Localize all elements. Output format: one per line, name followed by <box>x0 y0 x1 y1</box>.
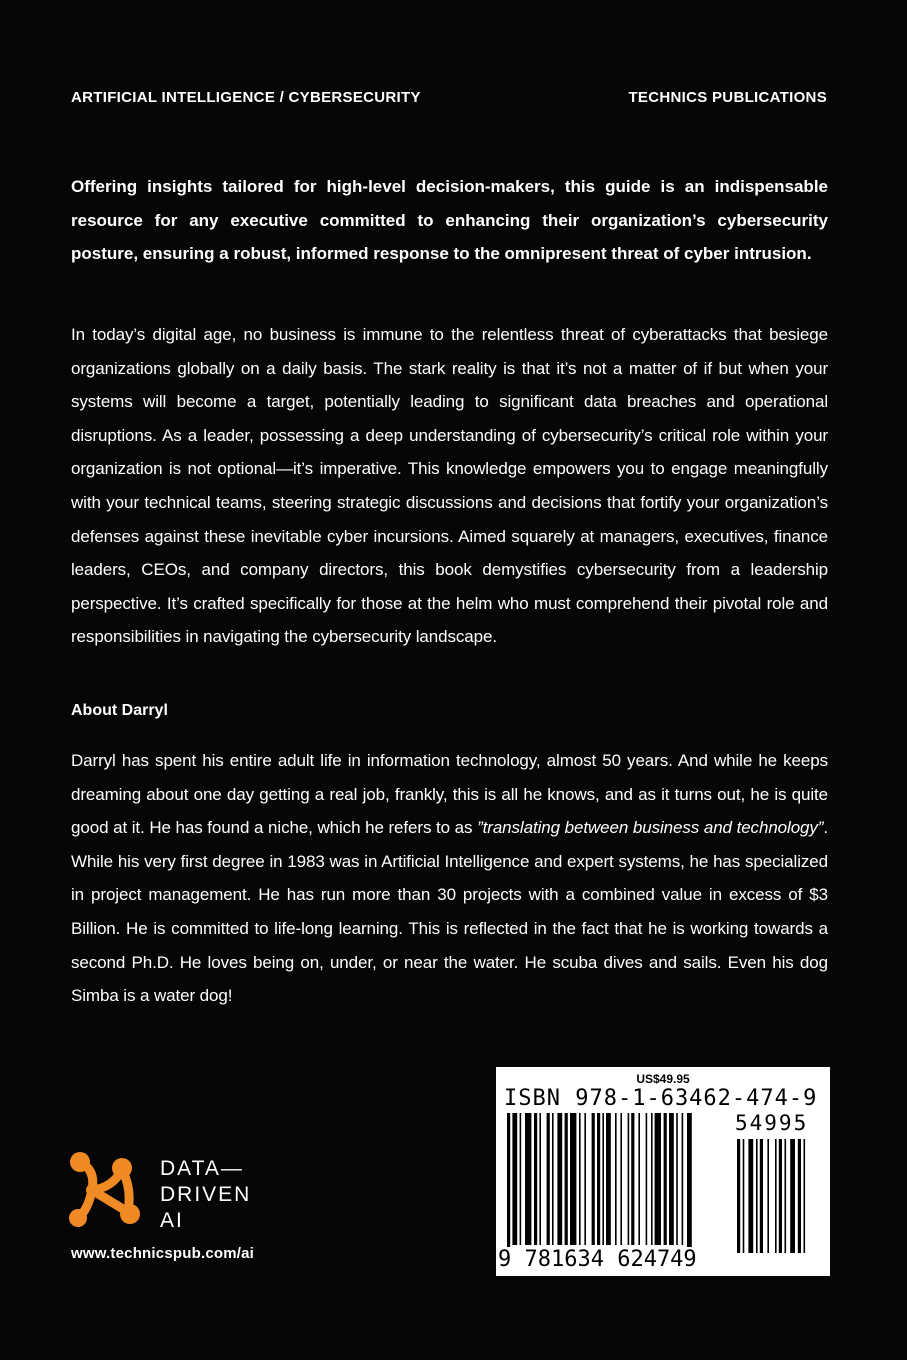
barcode-bar <box>570 1113 576 1245</box>
barcode-bar <box>507 1113 510 1253</box>
barcode-bar <box>557 1113 562 1245</box>
isbn-barcode <box>496 1067 830 1276</box>
isbn-text: ISBN 978-1-63462-474-9 <box>504 1086 818 1111</box>
website-url: www.technicspub.com/ai <box>71 1245 255 1262</box>
data-driven-ai-logo <box>66 1148 251 1234</box>
barcode-bar <box>534 1113 537 1245</box>
barcode-bar <box>664 1113 667 1245</box>
addon-digits: 54995 <box>735 1111 809 1135</box>
price-label: US$49.95 <box>636 1072 690 1086</box>
category-label: ARTIFICIAL INTELLIGENCE / CYBERSECURITY <box>71 89 421 106</box>
barcode-bars-icon <box>505 1113 825 1263</box>
about-heading: About Darryl <box>71 702 168 719</box>
barcode-bar <box>584 1113 586 1245</box>
logo-line-2: DRIVEN <box>160 1183 252 1206</box>
addon-bar <box>737 1139 740 1253</box>
barcode-bar <box>539 1113 541 1245</box>
barcode-bar <box>631 1113 634 1245</box>
barcode-bar <box>682 1113 684 1245</box>
addon-bar <box>779 1139 782 1253</box>
addon-bar <box>798 1139 801 1253</box>
description-paragraph: In today’s digital age, no business is immune to the relentless threat of cyberattacks that besiege organizations globally on a daily basis. The stark reality is that it’s not a matter of if but when your systems will become a target, potentially leading to significant data breaches and operational disruptions. As a leader, possessing a deep understanding of cybersecurity’s critical role within your organization is not optional—it’s imperative. This knowledge empowers you to engage meaningfully with your technical teams, steering strategic discussions and decisions that fortify your organization’s defenses against these inevitable cyber incursions. Aimed squarely at managers, executives, finance leaders, CEOs, and company directors, this book demystifies cybersecurity from a leadership perspective. It’s crafted specifically for those at the helm who must comprehend their pivotal role and responsibilities in navigating the cybersecurity landscape. <box>71 325 828 647</box>
addon-bar <box>775 1139 777 1253</box>
barcode-bar <box>592 1113 595 1245</box>
addon-bar <box>767 1139 769 1253</box>
barcode-bar <box>646 1113 648 1245</box>
barcode-bar <box>669 1113 674 1245</box>
about-quote: ”translating between business and technology” <box>477 818 824 838</box>
barcode-bar <box>552 1113 554 1245</box>
barcode-bar <box>638 1113 640 1245</box>
barcode-bar <box>520 1113 522 1245</box>
about-text-before: Darryl has spent his entire adult life in information technology, almost 50 years. And while he keeps dreaming about one day getting a real job, frankly, this is all he knows, and as it turns out, he is quite good at it. He has found a niche, which he refers to as <box>71 751 828 838</box>
barcode-bar <box>615 1113 617 1245</box>
molecule-logo-icon <box>66 1148 146 1232</box>
addon-bar <box>748 1139 753 1253</box>
about-text-after: . While his very first degree in 1983 was in Artificial Intelligence and expert systems, he has specialized in project management. He has run more than 30 projects with a combined value in excess of $3 Billion. He is committed to life-long learning. This is reflected in the fact that he is working towards a second Ph.D. He loves being on, under, or near the water. He scuba dives and sails. Even his dog Simba is a water dog! <box>71 818 828 1006</box>
barcode-bar <box>606 1113 611 1245</box>
addon-bar <box>804 1139 806 1253</box>
barcode-bar <box>597 1113 600 1245</box>
barcode-bar <box>687 1113 692 1253</box>
about-paragraph <box>71 744 828 1013</box>
barcode-digits: 9 781634 624749 <box>498 1247 697 1272</box>
lead-paragraph: Offering insights tailored for high-level decision-makers, this guide is an indispensable resource for any executive committed to enhancing their organization’s cybersecurity posture, ensuring a robust, informed response to the omnipresent threat of cyber intrusion. <box>71 177 828 263</box>
barcode-bar <box>565 1113 568 1245</box>
publisher-label: TECHNICS PUBLICATIONS <box>628 89 827 106</box>
barcode-bar <box>651 1113 653 1245</box>
barcode-bar <box>525 1113 531 1245</box>
addon-bar <box>785 1139 787 1253</box>
logo-text <box>160 1156 251 1234</box>
addon-bar <box>790 1139 795 1253</box>
barcode-bar <box>512 1113 517 1245</box>
addon-bar <box>760 1139 763 1253</box>
barcode-bar <box>655 1113 661 1245</box>
logo-line-1: DATA— <box>160 1157 244 1180</box>
addon-bar <box>743 1139 745 1253</box>
barcode-bar <box>628 1113 630 1245</box>
addon-bar <box>756 1139 758 1253</box>
barcode-bar <box>579 1113 581 1245</box>
barcode-bar <box>676 1113 678 1245</box>
header <box>71 89 827 106</box>
logo-line-3: AI <box>160 1209 184 1232</box>
barcode-bar <box>602 1113 604 1245</box>
barcode-bar <box>547 1113 550 1245</box>
barcode-bar <box>620 1113 622 1245</box>
